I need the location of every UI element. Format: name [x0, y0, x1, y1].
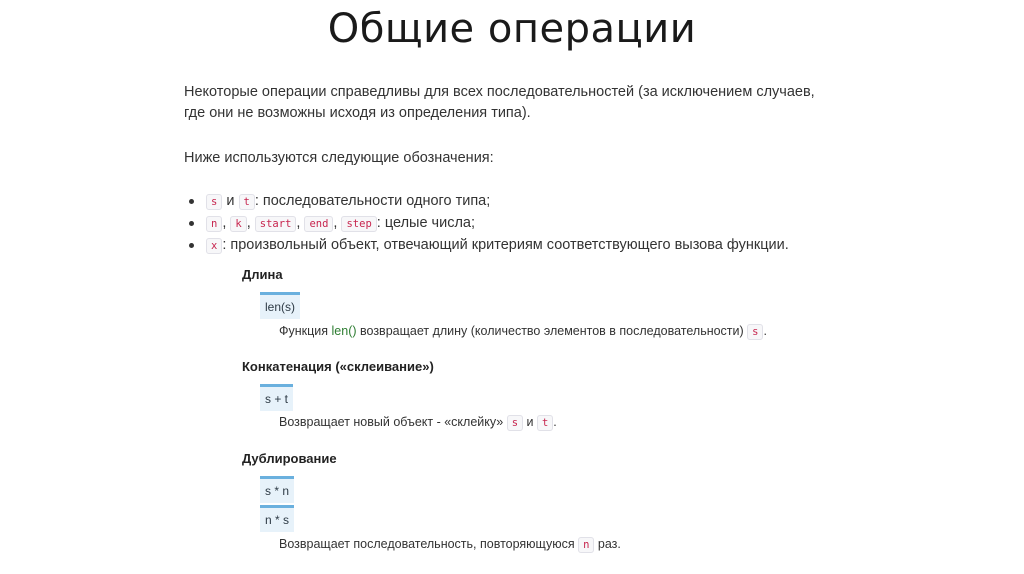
intro-paragraph	[184, 82, 844, 124]
desc-text: Возвращает новый объект - «склейку»	[279, 415, 507, 429]
desc-text: .	[553, 415, 557, 429]
notation-intro: Ниже используются следующие обозначения:	[184, 150, 494, 166]
signature-concat: s + t	[260, 384, 293, 411]
desc-text: раз.	[594, 537, 621, 551]
notation-list	[184, 190, 844, 256]
section-heading-length: Длина	[242, 267, 283, 282]
code-x: x	[206, 238, 222, 254]
bullet-text: : последовательности одного типа;	[254, 193, 491, 209]
code-end: end	[304, 216, 333, 232]
joiner: ,	[246, 215, 255, 231]
section-heading-repeat: Дублирование	[242, 451, 337, 466]
section-heading-concat: Конкатенация («склеивание»)	[242, 359, 434, 374]
desc-text: Функция	[279, 324, 332, 338]
list-item	[184, 234, 844, 256]
code-start: start	[255, 216, 297, 232]
joiner: ,	[222, 215, 231, 231]
list-item	[184, 212, 844, 234]
signature-repeat-2: n * s	[260, 505, 294, 532]
description-length	[279, 324, 767, 338]
signature-repeat-1: s * n	[260, 476, 294, 503]
code-s: s	[747, 324, 763, 340]
joiner: ,	[296, 215, 305, 231]
joiner: и	[222, 193, 239, 209]
bullet-text: : целые числа;	[376, 215, 475, 231]
code-s: s	[206, 194, 222, 210]
code-n: n	[578, 537, 594, 553]
code-t: t	[239, 194, 255, 210]
code-s: s	[507, 415, 523, 431]
code-t: t	[537, 415, 553, 431]
code-k: k	[230, 216, 246, 232]
joiner: ,	[333, 215, 342, 231]
function-name: len()	[331, 324, 357, 338]
bullet-text: : произвольный объект, отвечающий критериям соответствующего вызова функции.	[222, 237, 789, 253]
description-concat	[279, 415, 557, 429]
code-n: n	[206, 216, 222, 232]
desc-text: .	[763, 324, 767, 338]
list-item	[184, 190, 844, 212]
desc-text: и	[523, 415, 537, 429]
desc-text: Возвращает последовательность, повторяющуюся	[279, 537, 579, 551]
code-step: step	[341, 216, 376, 232]
desc-text: возвращает длину (количество элементов в последовательности)	[356, 324, 748, 338]
description-repeat	[279, 537, 621, 551]
intro-line-1: Некоторые операции справедливы для всех последовательностей (за исключением случаев,	[184, 84, 815, 100]
slide-title: Общие операции	[327, 6, 697, 52]
intro-line-2: где они не возможны исходя из определения типа).	[184, 105, 531, 121]
signature-len: len(s)	[260, 292, 300, 319]
